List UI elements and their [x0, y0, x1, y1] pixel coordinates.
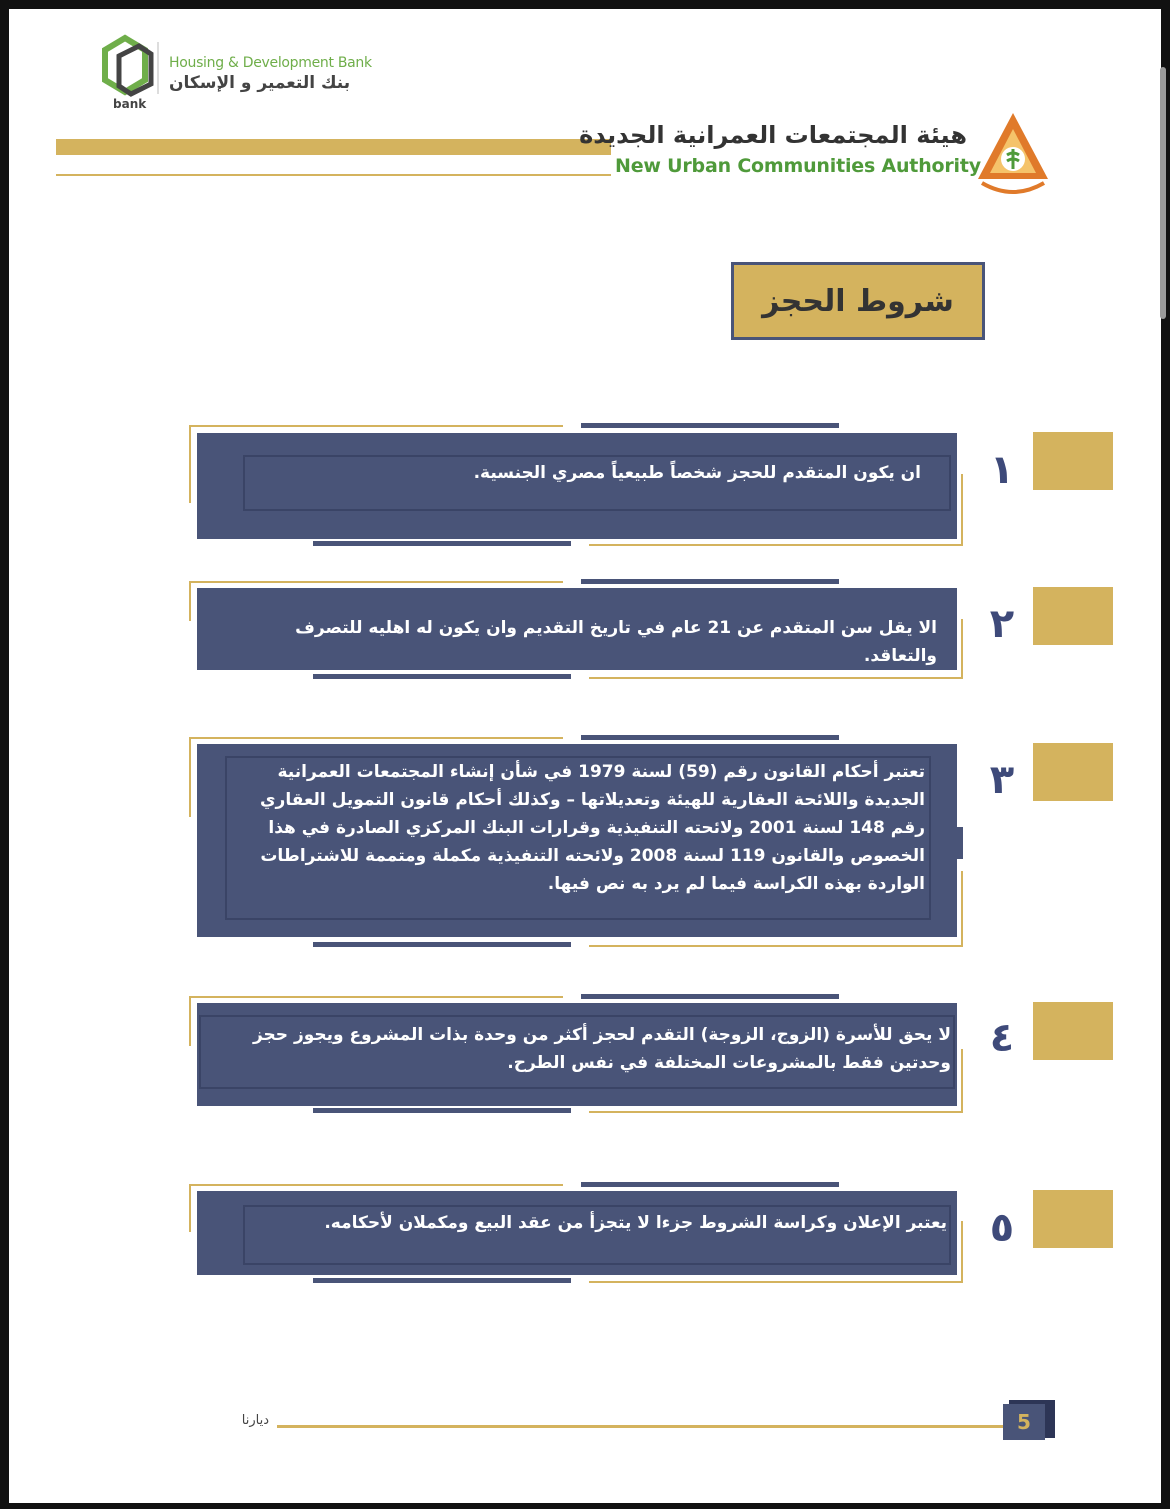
decor-line [189, 581, 563, 583]
decor-line [961, 1049, 963, 1113]
header-gold-bar [56, 139, 611, 155]
decor-line [581, 423, 839, 428]
decor-line [961, 1221, 963, 1283]
page-number: 5 [1003, 1404, 1045, 1440]
decor-line [589, 1111, 963, 1113]
scrollbar[interactable] [1160, 67, 1166, 319]
decor-line [589, 677, 963, 679]
bank-name-ar: بنك التعمير و الإسكان [169, 73, 351, 93]
decor-line [581, 1182, 839, 1187]
item-number: ٤ [989, 1015, 1015, 1061]
decor-line [189, 1184, 191, 1232]
decor-line [961, 871, 963, 947]
decor-line [581, 735, 839, 740]
footer-brand: ديارنا [241, 1413, 269, 1428]
authority-name-en: New Urban Communities Authority [615, 155, 981, 177]
decor-line [189, 996, 191, 1046]
decor-line [189, 996, 563, 998]
item-card [197, 1003, 957, 1106]
item-card [197, 433, 957, 539]
decor-line [189, 425, 191, 503]
item-card [197, 588, 957, 670]
footer-line [277, 1425, 1007, 1428]
decor-line [961, 474, 963, 546]
item-number-box [1033, 1002, 1113, 1060]
item-number-box [1033, 1190, 1113, 1248]
item-number-box [1033, 587, 1113, 645]
item-number-box [1033, 432, 1113, 490]
item-number-box [1033, 743, 1113, 801]
decor-line [961, 619, 963, 679]
item-card [197, 744, 957, 937]
decor-line [189, 581, 191, 621]
decor-line [189, 1184, 563, 1186]
decor-tab [957, 827, 963, 859]
decor-line [313, 1108, 571, 1113]
decor-line [313, 541, 571, 546]
decor-line [589, 1281, 963, 1283]
decor-line [189, 737, 191, 817]
item-text: لا يحق للأسرة (الزوج، الزوجة) التقدم لحجز أكثر من وحدة بذات المشروع ويجوز حجز وحدتين فقط بالمشروعات المختلفة في نفس الطرح. [252, 1025, 951, 1073]
page-title: شروط الحجز [731, 262, 985, 340]
decor-line [581, 579, 839, 584]
header-gold-line [56, 174, 611, 176]
item-number: ٥ [989, 1205, 1015, 1251]
bank-short-label: bank [113, 97, 147, 111]
item-text: الا يقل سن المتقدم عن 21 عام في تاريخ التقديم وان يكون له اهليه للتصرف والتعاقد. [295, 618, 937, 666]
item-card [197, 1191, 957, 1275]
nuca-logo-icon [974, 109, 1052, 201]
bank-name-en: Housing & Development Bank [169, 55, 372, 71]
decor-line [589, 544, 963, 546]
item-number: ٢ [989, 601, 1015, 647]
decor-line [313, 1278, 571, 1283]
decor-line [313, 674, 571, 679]
item-text: يعتبر الإعلان وكراسة الشروط جزءا لا يتجزأ من عقد البيع ومكملان لأحكامه. [324, 1213, 947, 1233]
item-number: ١ [989, 447, 1015, 493]
document-page [9, 9, 1161, 1503]
item-text: تعتبر أحكام القانون رقم (59) لسنة 1979 في شأن إنشاء المجتمعات العمرانية الجديدة واللائحة العقارية للهيئة وتعديلاتها – وكذلك أحكام قانون التمويل العقاري رقم 148 لسنة 2001 ولائحته التنفيذية وقرارات البنك المركزي الصادرة في هذا الخصوص والقانون 119 لسنة 2008 ولائحته التنفيذية مكملة ومتممة للاشتراطات الواردة بهذه الكراسة فيما لم يرد به نص فيها. [259, 762, 925, 894]
item-number: ٣ [989, 757, 1015, 803]
decor-line [189, 737, 563, 739]
decor-line [313, 942, 571, 947]
decor-line [581, 994, 839, 999]
decor-line [189, 425, 563, 427]
decor-line [589, 945, 963, 947]
item-text: ان يكون المتقدم للحجز شخصاً طبيعياً مصري الجنسية. [473, 463, 921, 483]
authority-name-ar: هيئة المجتمعات العمرانية الجديدة [579, 121, 967, 149]
